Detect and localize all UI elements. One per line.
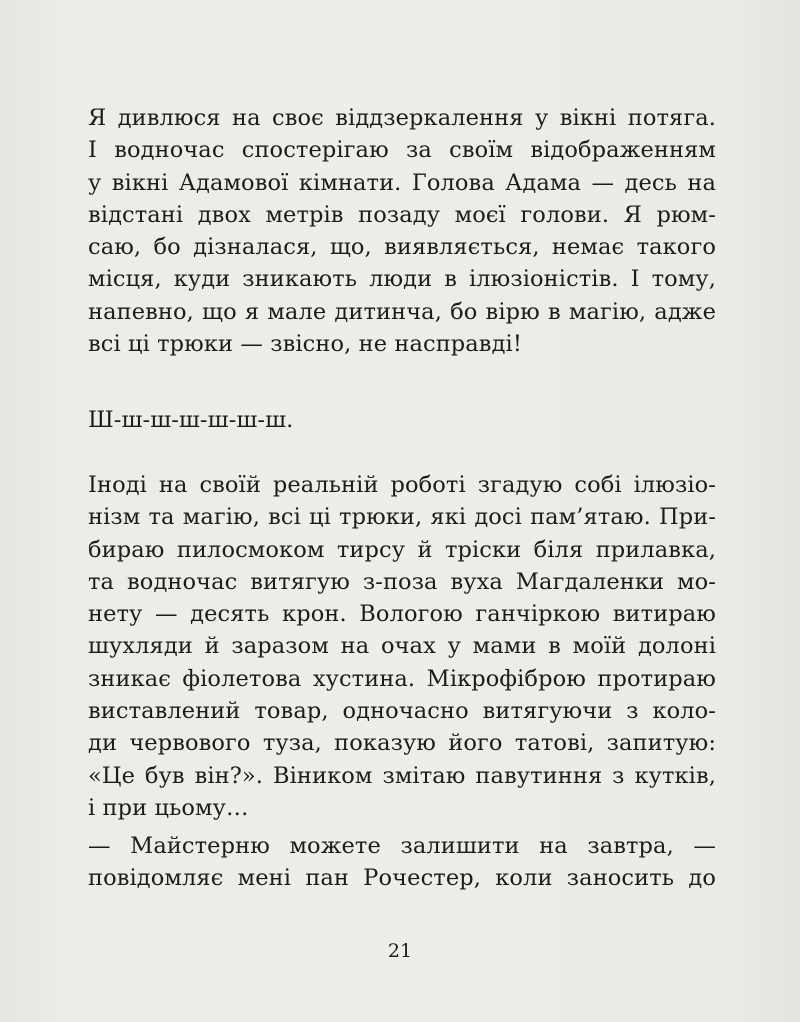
text-line: нізм та магію, всі ці трюки, які досі пам’ятаю. При- [88, 504, 716, 531]
text-line: саю, бо дізналася, що, виявляється, немає такого [88, 234, 716, 261]
text-line: — Майстерню можете залишити на завтра, — [88, 833, 716, 859]
text-line: ди червового туза, показую його татові, запитую: [88, 730, 716, 757]
text-line: Ш-ш-ш-ш-ш-ш-ш. [88, 407, 294, 433]
text-line: і при цьому… [88, 794, 249, 821]
paragraph-2 [88, 404, 716, 436]
text-line: виставлений товар, одночасно витягуючи з коло- [88, 698, 716, 725]
text-line: І водночас спостерігаю за своїм відображенням [88, 137, 716, 164]
text-line: місця, куди зникають люди в ілюзіоністів. І тому, [88, 266, 716, 293]
text-line: та водночас витягую з-поза вуха Магдаленки мо- [88, 568, 716, 595]
text-line: відстані двох метрів позаду моєї голови. Я рюм- [88, 201, 716, 228]
paragraph-3 [88, 469, 716, 824]
text-line: Іноді на своїй реальній роботі згадую собі ілюзіо- [88, 472, 716, 498]
page-number: 21 [387, 940, 413, 962]
text-line: повідомляє мені пан Рочестер, коли заносить до [88, 865, 716, 892]
paragraph-1 [88, 102, 716, 360]
text-line: шухляди й заразом на очах у мами в моїй долоні [88, 633, 716, 660]
text-line: нету — десять крон. Вологою ганчіркою витираю [88, 601, 716, 628]
text-line: у вікні Адамової кімнати. Голова Адама — десь на [88, 169, 716, 196]
text-line: «Це був він?». Віником змітаю павутиння з кутків, [88, 762, 716, 789]
text-line: Я дивлюся на своє віддзеркалення у вікні потяга. [88, 105, 716, 131]
text-line: зникає фіолетова хустина. Мікрофіброю протираю [88, 665, 716, 692]
text-line: бираю пилосмоком тирсу й тріски біля прилавка, [88, 536, 716, 563]
text-line: всі ці трюки — звісно, не насправді! [88, 331, 522, 358]
paragraph-4 [88, 830, 716, 895]
text-line: напевно, що я мале дитинча, бо вірю в магію, адже [88, 298, 716, 325]
